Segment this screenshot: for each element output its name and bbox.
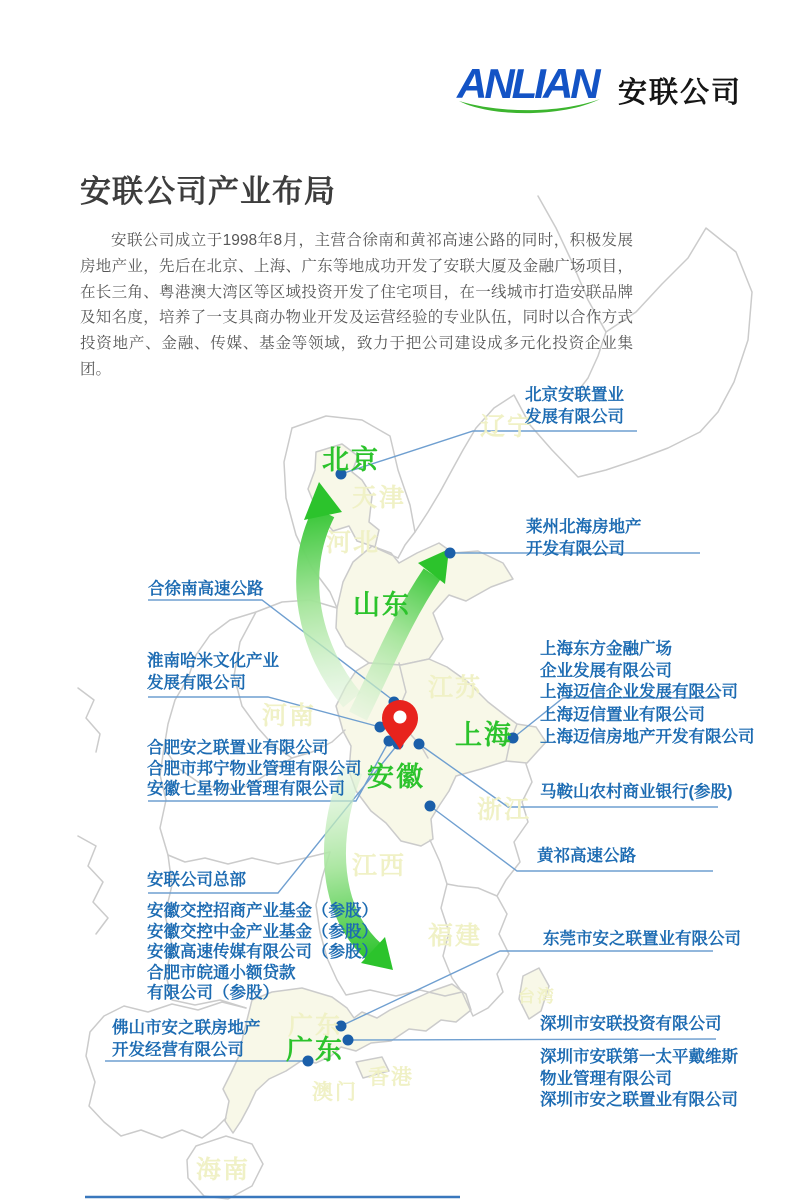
label-line: 上海迈信置业有限公司 xyxy=(540,706,705,724)
watermark-taiwan: 台湾 xyxy=(518,987,556,1006)
city-dot xyxy=(425,801,436,812)
province-label-beijing: 北京 xyxy=(322,445,380,475)
label-line: 上海迈信企业发展有限公司 xyxy=(540,683,738,701)
map-label-hefei-cos xyxy=(147,738,362,800)
label-line: 企业发展有限公司 xyxy=(540,661,672,680)
label-line: 安徽七星物业管理有限公司 xyxy=(147,780,345,798)
label-line: 开发有限公司 xyxy=(526,539,625,558)
province-label-shanghai: 上海 xyxy=(455,720,513,750)
map-label-dongguan-co xyxy=(543,929,741,951)
label-line: 莱州北海房地产 xyxy=(526,518,642,536)
watermark-hainan: 海南 xyxy=(196,1156,251,1184)
map-label-funds xyxy=(147,901,378,1004)
map-label-shenzhen-invest xyxy=(540,1014,722,1036)
label-line: 安徽高速传媒有限公司（参股） xyxy=(147,943,378,961)
label-line: 合肥市皖通小额贷款 xyxy=(147,963,296,982)
label-line: 上海东方金融广场 xyxy=(540,640,672,658)
watermark-guangdong: 广东 xyxy=(288,1012,343,1040)
watermark-liaoning: 辽宁 xyxy=(480,413,535,441)
label-line: 发展有限公司 xyxy=(525,407,624,426)
logo-wordmark: ANLIAN xyxy=(456,60,598,107)
label-line: 合肥安之联置业有限公司 xyxy=(147,739,329,757)
label-line: 安徽交控中金产业基金（参股） xyxy=(147,922,378,941)
map-label-huainan-co xyxy=(147,651,279,694)
map-label-hexunan-road xyxy=(148,579,264,601)
map-label-beijing-co xyxy=(525,385,624,428)
map-label-laizhou-co xyxy=(526,517,642,560)
header xyxy=(456,60,742,114)
map-label-huangqi-road xyxy=(537,846,636,868)
label-line: 合肥市邦宁物业管理有限公司 xyxy=(147,759,362,778)
label-line: 黄祁高速公路 xyxy=(537,847,636,865)
label-line: 物业管理有限公司 xyxy=(540,1069,672,1088)
city-dot xyxy=(445,548,456,559)
logo xyxy=(456,60,602,114)
city-dot xyxy=(414,739,425,750)
map-label-shenzhen-cos xyxy=(540,1047,738,1112)
watermark-henan: 河南 xyxy=(262,702,317,730)
watermark-hongkong: 香港 xyxy=(368,1066,414,1089)
map-label-shanghai-cos-a xyxy=(540,639,738,704)
label-line: 开发经营有限公司 xyxy=(112,1040,244,1059)
label-line: 发展有限公司 xyxy=(147,673,246,692)
label-line: 安联公司总部 xyxy=(147,871,246,889)
watermark-jiangsu: 江苏 xyxy=(428,674,483,702)
label-line: 东莞市安之联置业有限公司 xyxy=(543,930,741,948)
province-label-guangdong: 广东 xyxy=(286,1035,344,1065)
page-title: 安联公司产业布局 xyxy=(80,174,336,209)
province-label-shandong: 山东 xyxy=(353,590,411,620)
watermark-fujian: 福建 xyxy=(428,922,483,950)
label-line: 马鞍山农村商业银行(参股) xyxy=(540,783,733,801)
map-label-maanshan-bank xyxy=(540,782,733,804)
label-line: 合徐南高速公路 xyxy=(148,580,264,598)
watermark-hebei: 河北 xyxy=(326,529,381,557)
label-line: 深圳市安联第一太平戴维斯 xyxy=(540,1048,738,1066)
map-label-shanghai-cos-b xyxy=(540,705,755,748)
province-label-anhui: 安徽 xyxy=(367,762,425,792)
label-line: 佛山市安之联房地产 xyxy=(112,1019,261,1037)
city-dot xyxy=(343,1035,354,1046)
intro-paragraph: 安联公司成立于1998年8月，主营合徐南和黄祁高速公路的同时，积极发展房地产业，先后在北京、上海、广东等地成功开发了安联大厦及金融广场项目，在长三角、粤港澳大湾区等区域投资开发了住宅项目，在一线城市打造安联品牌及知名度，培养了一支具商办物业开发及运营经验的专业队伍，同时以合作方式投资地产、金融、传媒、基金等领域，致力于把公司建设成多元化投资企业集团。 xyxy=(80,232,633,378)
label-line: 深圳市安联投资有限公司 xyxy=(540,1015,722,1033)
map-label-foshan-co xyxy=(112,1018,261,1061)
watermark-zhejiang: 浙江 xyxy=(477,796,532,824)
label-line: 有限公司（参股） xyxy=(147,984,279,1002)
label-line: 深圳市安之联置业有限公司 xyxy=(540,1091,738,1109)
label-line: 上海迈信房地产开发有限公司 xyxy=(540,727,755,746)
map-label-headquarters xyxy=(147,870,246,892)
logo-company-name: 安联公司 xyxy=(617,76,742,109)
watermark-jiangxi: 江西 xyxy=(352,852,407,880)
label-line: 安徽交控招商产业基金（参股） xyxy=(147,902,378,920)
watermark-macau: 澳门 xyxy=(312,1081,358,1104)
watermark-tianjin: 天津 xyxy=(352,484,407,512)
label-line: 淮南哈米文化产业 xyxy=(147,652,279,670)
label-line: 北京安联置业 xyxy=(525,386,624,404)
